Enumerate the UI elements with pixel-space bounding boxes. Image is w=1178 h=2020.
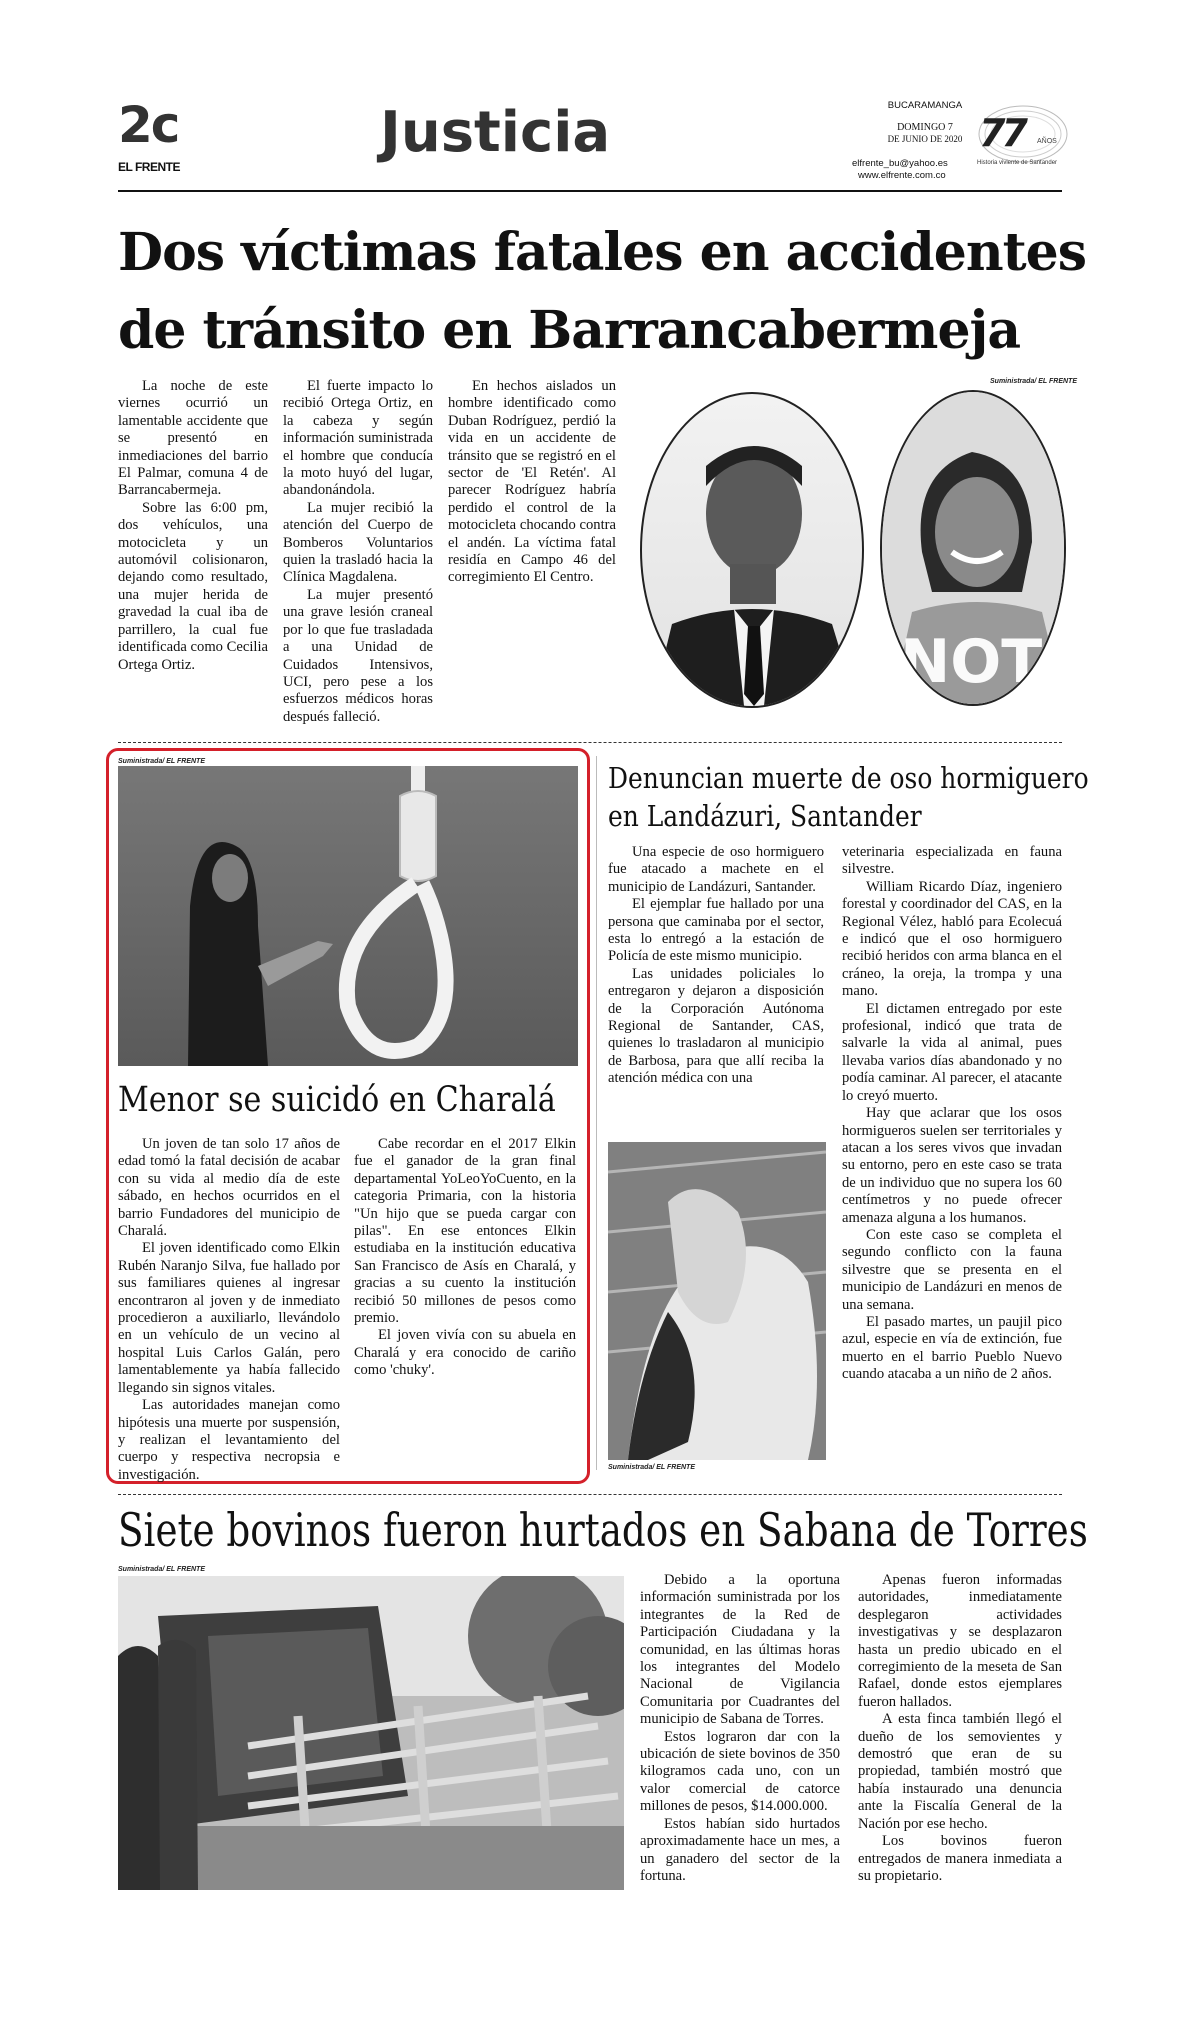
article4-cattle-photo [118,1576,624,1890]
article3-col2-p3: El dictamen entregado por este profesional, indicó que trata de salvarle la vida al animal, pues llevaba varios días abandonado y no podía caminar. Al parecer, el atacante lo creyó muerto. [842,1000,1062,1104]
young-man-portrait-icon [642,394,862,706]
article3-title-line2: en Landázuri, Santander [608,799,922,833]
anteater-photo [608,1142,826,1460]
article1-title-line2: de tránsito en Barrancabermeja [118,300,1021,361]
article3-col1-p2: El ejemplar fue hallado por una persona que caminaba por el sector, esta lo entregó a la estación de Policía de este mismo municipio. [608,896,824,965]
article1-col2 [283,378,433,726]
divider-2 [118,1494,1062,1495]
anniversary-logo [975,104,1070,176]
article1-col1-p2: Sobre las 6:00 pm, dos vehículos, una motocicleta y un automóvil colisionaron, dejando como resultado, una mujer herida de gravedad la cual iba de parrillero, la cual fue identificada como Cecilia Ortega Ortiz. [118,499,268,673]
article2-col2-p1: Cabe recordar en el 2017 Elkin fue el ganador de la gran final departamental YoLeoYoCuento, en la categoria Primaria, con la historia "Un hijo que se pueda cargar con pilas". En ese entonces Elkin estudiaba en la institución educativa San Francisco de Asís en Charalá, y gracias a su cuento la institución recibió 50 millones de pesos como premio. [354,1136,576,1327]
article3-col1-p3: Las unidades policiales lo entregaron y dejaron a disposición de la Corporación Autónoma Regional de Santander, CAS, quienes lo trasladaron al municipio de Barbosa, para que allí reciba la atención médica con una [608,965,824,1087]
anniversary-number: 77 [979,111,1024,155]
article1-photo-credit: Suministrada/ EL FRENTE [990,378,1077,385]
article1-col1-p1: La noche de este viernes ocurrió un lamentable accidente que se presentó en inmediaciones del barrio El Palmar, comuna 4 de Barrancabermeja. [118,378,268,499]
article3-side-rule [596,756,597,1470]
article1-col2-p1: El fuerte impacto lo recibió Ortega Ortiz, en la cabeza y según información suministrada el hombre que conducía la moto huyó del lugar, abandonándola. [283,378,433,499]
header-website[interactable]: www.elfrente.com.co [858,170,946,181]
article1-col3-p1: En hechos aislados un hombre identificado como Duban Rodríguez, perdió la vida en un accidente de tránsito que se registró en el sector de 'El Retén'. Al parecer Rodríguez habría perdido el control de la motocicleta chocando contra el andén. La víctima fatal residía en Campo 46 del corregimiento El Centro. [448,378,616,586]
article1-col2-p2: La mujer recibió la atención del Cuerpo de Bomberos Voluntarios quien la trasladó hacia la Clínica Magdalena. [283,499,433,586]
divider-1 [118,742,1062,743]
article2-col1-p3: Las autoridades manejan como hipótesis una muerte por suspensión, y realizan el levantamiento del cuerpo y respectiva necropsia e investigación. [118,1397,340,1483]
article2-photo [118,766,578,1066]
article3-col2-p4: Hay que aclarar que los osos hormigueros suelen ser territoriales y atacan a los seres vivos que invadan su entorno, pero en este caso se trata de un individuo que no supera los 60 centímetros y no puede ofrecer amenaza alguna a los humanos. [842,1105,1062,1226]
article2-col1 [118,1136,340,1484]
article1-col2-p3: La mujer presentó una grave lesión craneal por lo que fue trasladada a una Unidad de Cuidados Intensivos, UCI, pero pese a los esfuerzos médicos horas después falleció. [283,586,433,725]
article3-col2-p6: El pasado martes, un paujil pico azul, especie en vía de extinción, fue muerto en el barrio Pueblo Nuevo cuando atacaba a un niño de 2 años. [842,1313,1062,1383]
article3-col2-p5: Con este caso se completa el segundo conflicto con la fauna silvestre que se presenta en el municipio de Landázuri en menos de una semana. [842,1226,1062,1313]
article4-col1 [640,1572,840,1885]
article4-col2-p1: Apenas fueron informadas autoridades, inmediatamente desplegaron actividades investigativas y se desplazaron hasta un predio ubicado en el corregimiento de la meseta de San Rafael, donde estos ejemplares fueron hallados. [858,1572,1062,1710]
article4-photo-credit: Suministrada/ EL FRENTE [118,1566,205,1573]
article1-portrait-young-man [640,392,864,708]
section-title: Justicia [380,100,611,165]
article4-col1-p2: Estos lograron dar con la ubicación de siete bovinos de 350 kilogramos cada uno, con un valor comercial de catorce millones de pesos, $14.000.000. [640,1728,840,1815]
svg-text:NOTI: NOTI [900,627,1064,697]
article2-title: Menor se suicidó en Charalá [118,1080,556,1120]
page-number: 2c [118,96,179,154]
noose-icon [118,766,578,1066]
article4-title: Siete bovinos fueron hurtados en Sabana de Torres [118,1503,1088,1557]
brand-label: EL FRENTE [118,160,180,174]
anniversary-word: AÑOS [1037,138,1057,145]
article2-col1-p2: El joven identificado como Elkin Rubén Naranjo Silva, fue hallado por sus familiares quienes al ingresar encontraron al joven y de inmediato procedieron a auxiliarlo, llevándolo en un vehículo de un vecino al hospital Luis Carlos Galán, pero lamentablemente ya había fallecido llegando sin signos vitales. [118,1240,340,1396]
header-date-1: DOMINGO 7 [897,122,953,133]
article3-anteater-photo [608,1142,826,1460]
article4-col2 [858,1572,1062,1885]
article4-col1-p3: Estos habían sido hurtados aproximadamente hace un mes, a un ganadero del sector de la fortuna. [640,1815,840,1884]
article3-col2-p1: veterinaria especializada en fauna silvestre. [842,844,1062,878]
article1-title-line1: Dos víctimas fatales en accidentes [118,222,1087,283]
header-rule [118,190,1062,192]
article3-photo-credit: Suministrada/ EL FRENTE [608,1464,695,1471]
article3-col1 [608,844,824,1088]
article4-col1-p1: Debido a la oportuna información suministrada por los integrantes de la Red de Participación Ciudadana y la comunidad, en las últimas horas los integrantes del Modelo Nacional de Vigilancia Comunitaria por Cuadrantes del municipio de Sabana de Torres. [640,1572,840,1728]
article1-col3 [448,378,616,587]
header-email[interactable]: elfrente_bu@yahoo.es [852,158,948,169]
article2-photo-credit: Suministrada/ EL FRENTE [118,758,205,765]
article4-col2-p2: A esta finca también llegó el dueño de los semovientes y demostró que eran de su propiedad, también mostró que había instaurado una denuncia ante la Fiscalía General de la Nación por ese hecho. [858,1711,1062,1832]
header-city: BUCARAMANGA [887,100,963,111]
article3-col2-p2: William Ricardo Díaz, ingeniero forestal y coordinador del CAS, en la Regional Vélez, habló para Ecolecuá e indicó que el oso hormiguero recibió heridos con arma blanca en el cráneo, la oreja, la trompa y una mano. [842,878,1062,1000]
article4-col2-p3: Los bovinos fueron entregados de manera inmediata a su propietario. [858,1833,1062,1884]
article3-col2 [842,844,1062,1384]
header-date-2: DE JUNIO DE 2020 [887,134,963,144]
cattle-truck-photo [118,1576,624,1890]
woman-portrait-icon [882,392,1064,704]
article2-col1-p1: Un joven de tan solo 17 años de edad tomó la fatal decisión de acabar con su vida al medio día de este sábado, en hechos ocurridos en el barrio Fundadores del municipio de Charalá. [118,1136,340,1240]
anniversary-tagline: Historia viviente de Santander [977,160,1058,166]
article1-portrait-woman [880,390,1066,706]
article3-col1-p1: Una especie de oso hormiguero fue atacado a machete en el municipio de Landázuri, Santander. [608,844,824,895]
article2-col2-p2: El joven vivía con su abuela en Charalá y era conocido de cariño como 'chuky'. [354,1327,576,1379]
article3-title-line1: Denuncian muerte de oso hormiguero [608,761,1089,795]
article1-col1 [118,378,268,674]
article2-col2 [354,1136,576,1380]
